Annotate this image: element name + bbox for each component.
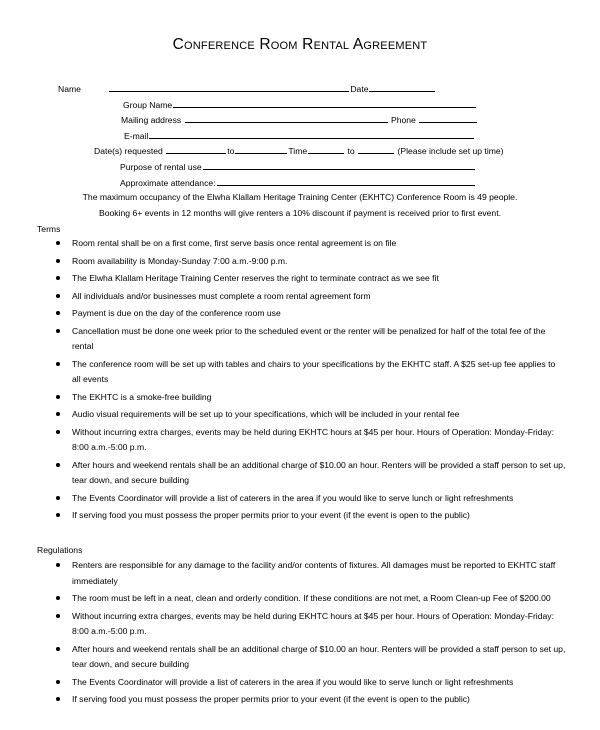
date-to-field[interactable] bbox=[235, 145, 287, 154]
bullet-icon bbox=[56, 647, 60, 651]
list-item: Audio visual requirements will be set up to your specifications, which will be included in your rental fee bbox=[56, 407, 566, 423]
list-item: All individuals and/or businesses must complete a room rental agreement form bbox=[56, 289, 566, 305]
mailing-address-row bbox=[121, 114, 478, 125]
attendance-field[interactable] bbox=[217, 177, 475, 186]
attendance-row bbox=[120, 177, 476, 188]
bullet-icon bbox=[56, 311, 60, 315]
list-item: Without incurring extra charges, events may be held during EKHTC hours at $45 per hour. Hours of Operation: Monday-Friday: 8:00 a.m.-5:00 p.m. bbox=[56, 425, 566, 456]
email-field[interactable] bbox=[149, 130, 474, 139]
bullet-icon bbox=[56, 496, 60, 500]
dates-requested-label: Date(s) requested bbox=[94, 146, 163, 156]
include-setup-note: (Please include set up time) bbox=[397, 146, 504, 156]
time-to-field[interactable] bbox=[358, 145, 394, 154]
mailing-address-label: Mailing address bbox=[121, 115, 182, 125]
list-item: If serving food you must possess the proper permits prior to your event (if the event is open to the public) bbox=[56, 508, 566, 524]
document-title: Conference Room Rental Agreement bbox=[172, 36, 428, 53]
email-row bbox=[124, 130, 475, 141]
name-field[interactable] bbox=[109, 83, 349, 92]
bullet-icon bbox=[56, 463, 60, 467]
purpose-row bbox=[120, 161, 476, 172]
list-item: Payment is due on the day of the conference room use bbox=[56, 306, 566, 322]
regulations-heading: Regulations bbox=[37, 545, 83, 555]
list-item: The Events Coordinator will provide a list of caterers in the area if you would like to serve lunch or light refreshments bbox=[56, 675, 566, 691]
date-from-field[interactable] bbox=[166, 145, 226, 154]
email-label: E-mail bbox=[124, 131, 149, 141]
list-item: The Events Coordinator will provide a list of caterers in the area if you would like to serve lunch or light refreshments bbox=[56, 491, 566, 507]
bullet-icon bbox=[56, 241, 60, 245]
bullet-icon bbox=[56, 614, 60, 618]
purpose-label: Purpose of rental use bbox=[120, 162, 202, 172]
list-item: After hours and weekend rentals shall be an additional charge of $10.00 an hour. Renters will be provided a staff person to set up, tear down, and secure building bbox=[56, 458, 566, 489]
bullet-icon bbox=[56, 563, 60, 567]
regulations-list bbox=[56, 558, 566, 710]
purpose-field[interactable] bbox=[203, 161, 475, 170]
terms-list bbox=[56, 236, 566, 526]
bullet-icon bbox=[56, 513, 60, 517]
name-label: Name bbox=[58, 84, 81, 94]
occupancy-note: The maximum occupancy of the Elwha Klallam Heritage Training Center (EKHTC) Conference Room is 49 people. bbox=[82, 192, 518, 202]
group-name-label: Group Name bbox=[123, 100, 173, 110]
bullet-icon bbox=[56, 430, 60, 434]
time-label: Time bbox=[288, 146, 308, 156]
dates-requested-row bbox=[94, 145, 504, 156]
name-row bbox=[58, 83, 436, 94]
group-name-row bbox=[123, 99, 477, 110]
date-label: Date bbox=[350, 84, 369, 94]
list-item: Room rental shall be on a first come, first serve basis once rental agreement is on file bbox=[56, 236, 566, 252]
bullet-icon bbox=[56, 697, 60, 701]
list-item: After hours and weekend rentals shall be an additional charge of $10.00 an hour. Renters will be provided a staff person to set up, tear down, and secure building bbox=[56, 642, 566, 673]
time-to-label: to bbox=[347, 146, 355, 156]
bullet-icon bbox=[56, 362, 60, 366]
list-item: The room must be left in a neat, clean and orderly condition. If these conditions are not met, a Room Clean-up Fee of $200.00 bbox=[56, 591, 566, 607]
list-item: The Elwha Klallam Heritage Training Center reserves the right to terminate contract as we see fit bbox=[56, 271, 566, 287]
bullet-icon bbox=[56, 395, 60, 399]
to-label: to bbox=[227, 146, 235, 156]
phone-field[interactable] bbox=[419, 114, 477, 123]
bullet-icon bbox=[56, 680, 60, 684]
bullet-icon bbox=[56, 294, 60, 298]
bullet-icon bbox=[56, 276, 60, 280]
group-name-field[interactable] bbox=[173, 99, 476, 108]
bullet-icon bbox=[56, 259, 60, 263]
bullet-icon bbox=[56, 329, 60, 333]
bullet-icon bbox=[56, 596, 60, 600]
list-item: Without incurring extra charges, events may be held during EKHTC hours at $45 per hour. Hours of Operation: Monday-Friday: 8:00 a.m.-5:00 p.m. bbox=[56, 609, 566, 640]
list-item: The conference room will be set up with tables and chairs to your specifications by the EKHTC staff. A $25 set-up fee applies to all events bbox=[56, 357, 566, 388]
time-from-field[interactable] bbox=[308, 145, 344, 154]
date-field[interactable] bbox=[369, 83, 435, 92]
attendance-label: Approximate attendance: bbox=[120, 178, 216, 188]
list-item: Room availability is Monday-Sunday 7:00 a.m.-9:00 p.m. bbox=[56, 254, 566, 270]
list-item: If serving food you must possess the proper permits prior to your event (if the event is open to the public) bbox=[56, 692, 566, 708]
phone-label: Phone bbox=[390, 115, 416, 125]
list-item: Renters are responsible for any damage to the facility and/or contents of fixtures. All damages must be reported to EKHTC staff immediately bbox=[56, 558, 566, 589]
list-item: The EKHTC is a smoke-free building bbox=[56, 390, 566, 406]
list-item: Cancellation must be done one week prior to the scheduled event or the renter will be penalized for half of the total fee of the rental bbox=[56, 324, 566, 355]
discount-note: Booking 6+ events in 12 months will give renters a 10% discount if payment is received prior to first event. bbox=[99, 208, 501, 218]
bullet-icon bbox=[56, 412, 60, 416]
mailing-address-field[interactable] bbox=[185, 114, 388, 123]
terms-heading: Terms bbox=[37, 224, 61, 234]
